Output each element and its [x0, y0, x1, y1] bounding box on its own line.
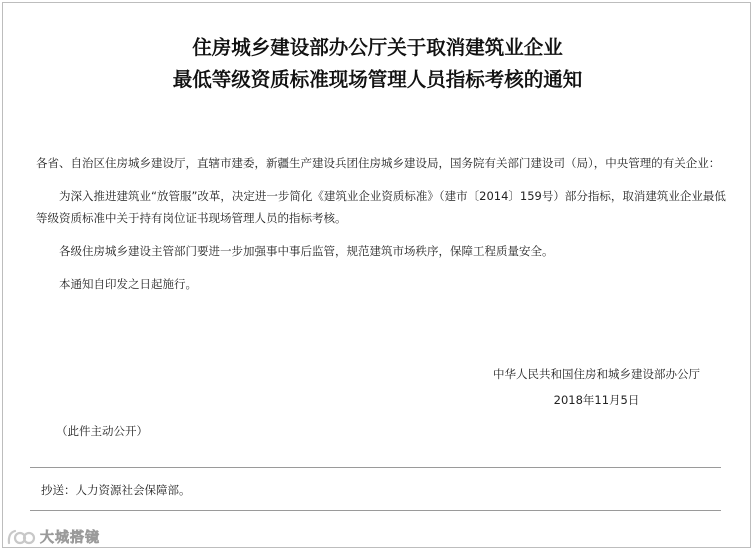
disclosure-note: （此件主动公开）: [56, 424, 148, 438]
body-paragraph-1: 为深入推进建筑业“放管服”改革，决定进一步简化《建筑业企业资质标准》（建市〔2014〕159号）部分指标，取消建筑业企业最低等级资质标准中关于持有岗位证书现场管理人员的指标考核。: [36, 189, 726, 225]
addressee-paragraph: 各省、自治区住房城乡建设厅，直辖市建委，新疆生产建设兵团住房城乡建设局，国务院有关部门建设司（局），中央管理的有关企业：: [36, 156, 721, 170]
cc-bottom-divider: [30, 510, 721, 511]
signature-block: [484, 361, 709, 413]
watermark: [6, 526, 100, 548]
cc-line: 抄送：人力资源社会保障部。: [41, 483, 191, 497]
body-paragraph-3: 本通知自印发之日起施行。: [59, 277, 197, 291]
issuer-name: 中华人民共和国住房和城乡建设部办公厅: [493, 367, 700, 381]
title-line-2: 最低等级资质标准现场管理人员指标考核的通知: [172, 68, 583, 91]
cc-top-divider: [30, 467, 721, 468]
body-paragraph-2: 各级住房城乡建设主管部门要进一步加强事中事后监管，规范建筑市场秩序，保障工程质量安全。: [59, 244, 554, 258]
title-line-1: 住房城乡建设部办公厅关于取消建筑业企业: [192, 36, 563, 59]
document-body: [36, 152, 726, 306]
watermark-text: 大城搭镜: [40, 530, 100, 546]
site-logo-icon: [6, 527, 36, 547]
document-title: [0, 32, 755, 96]
issue-date: 2018年11月5日: [553, 393, 640, 407]
